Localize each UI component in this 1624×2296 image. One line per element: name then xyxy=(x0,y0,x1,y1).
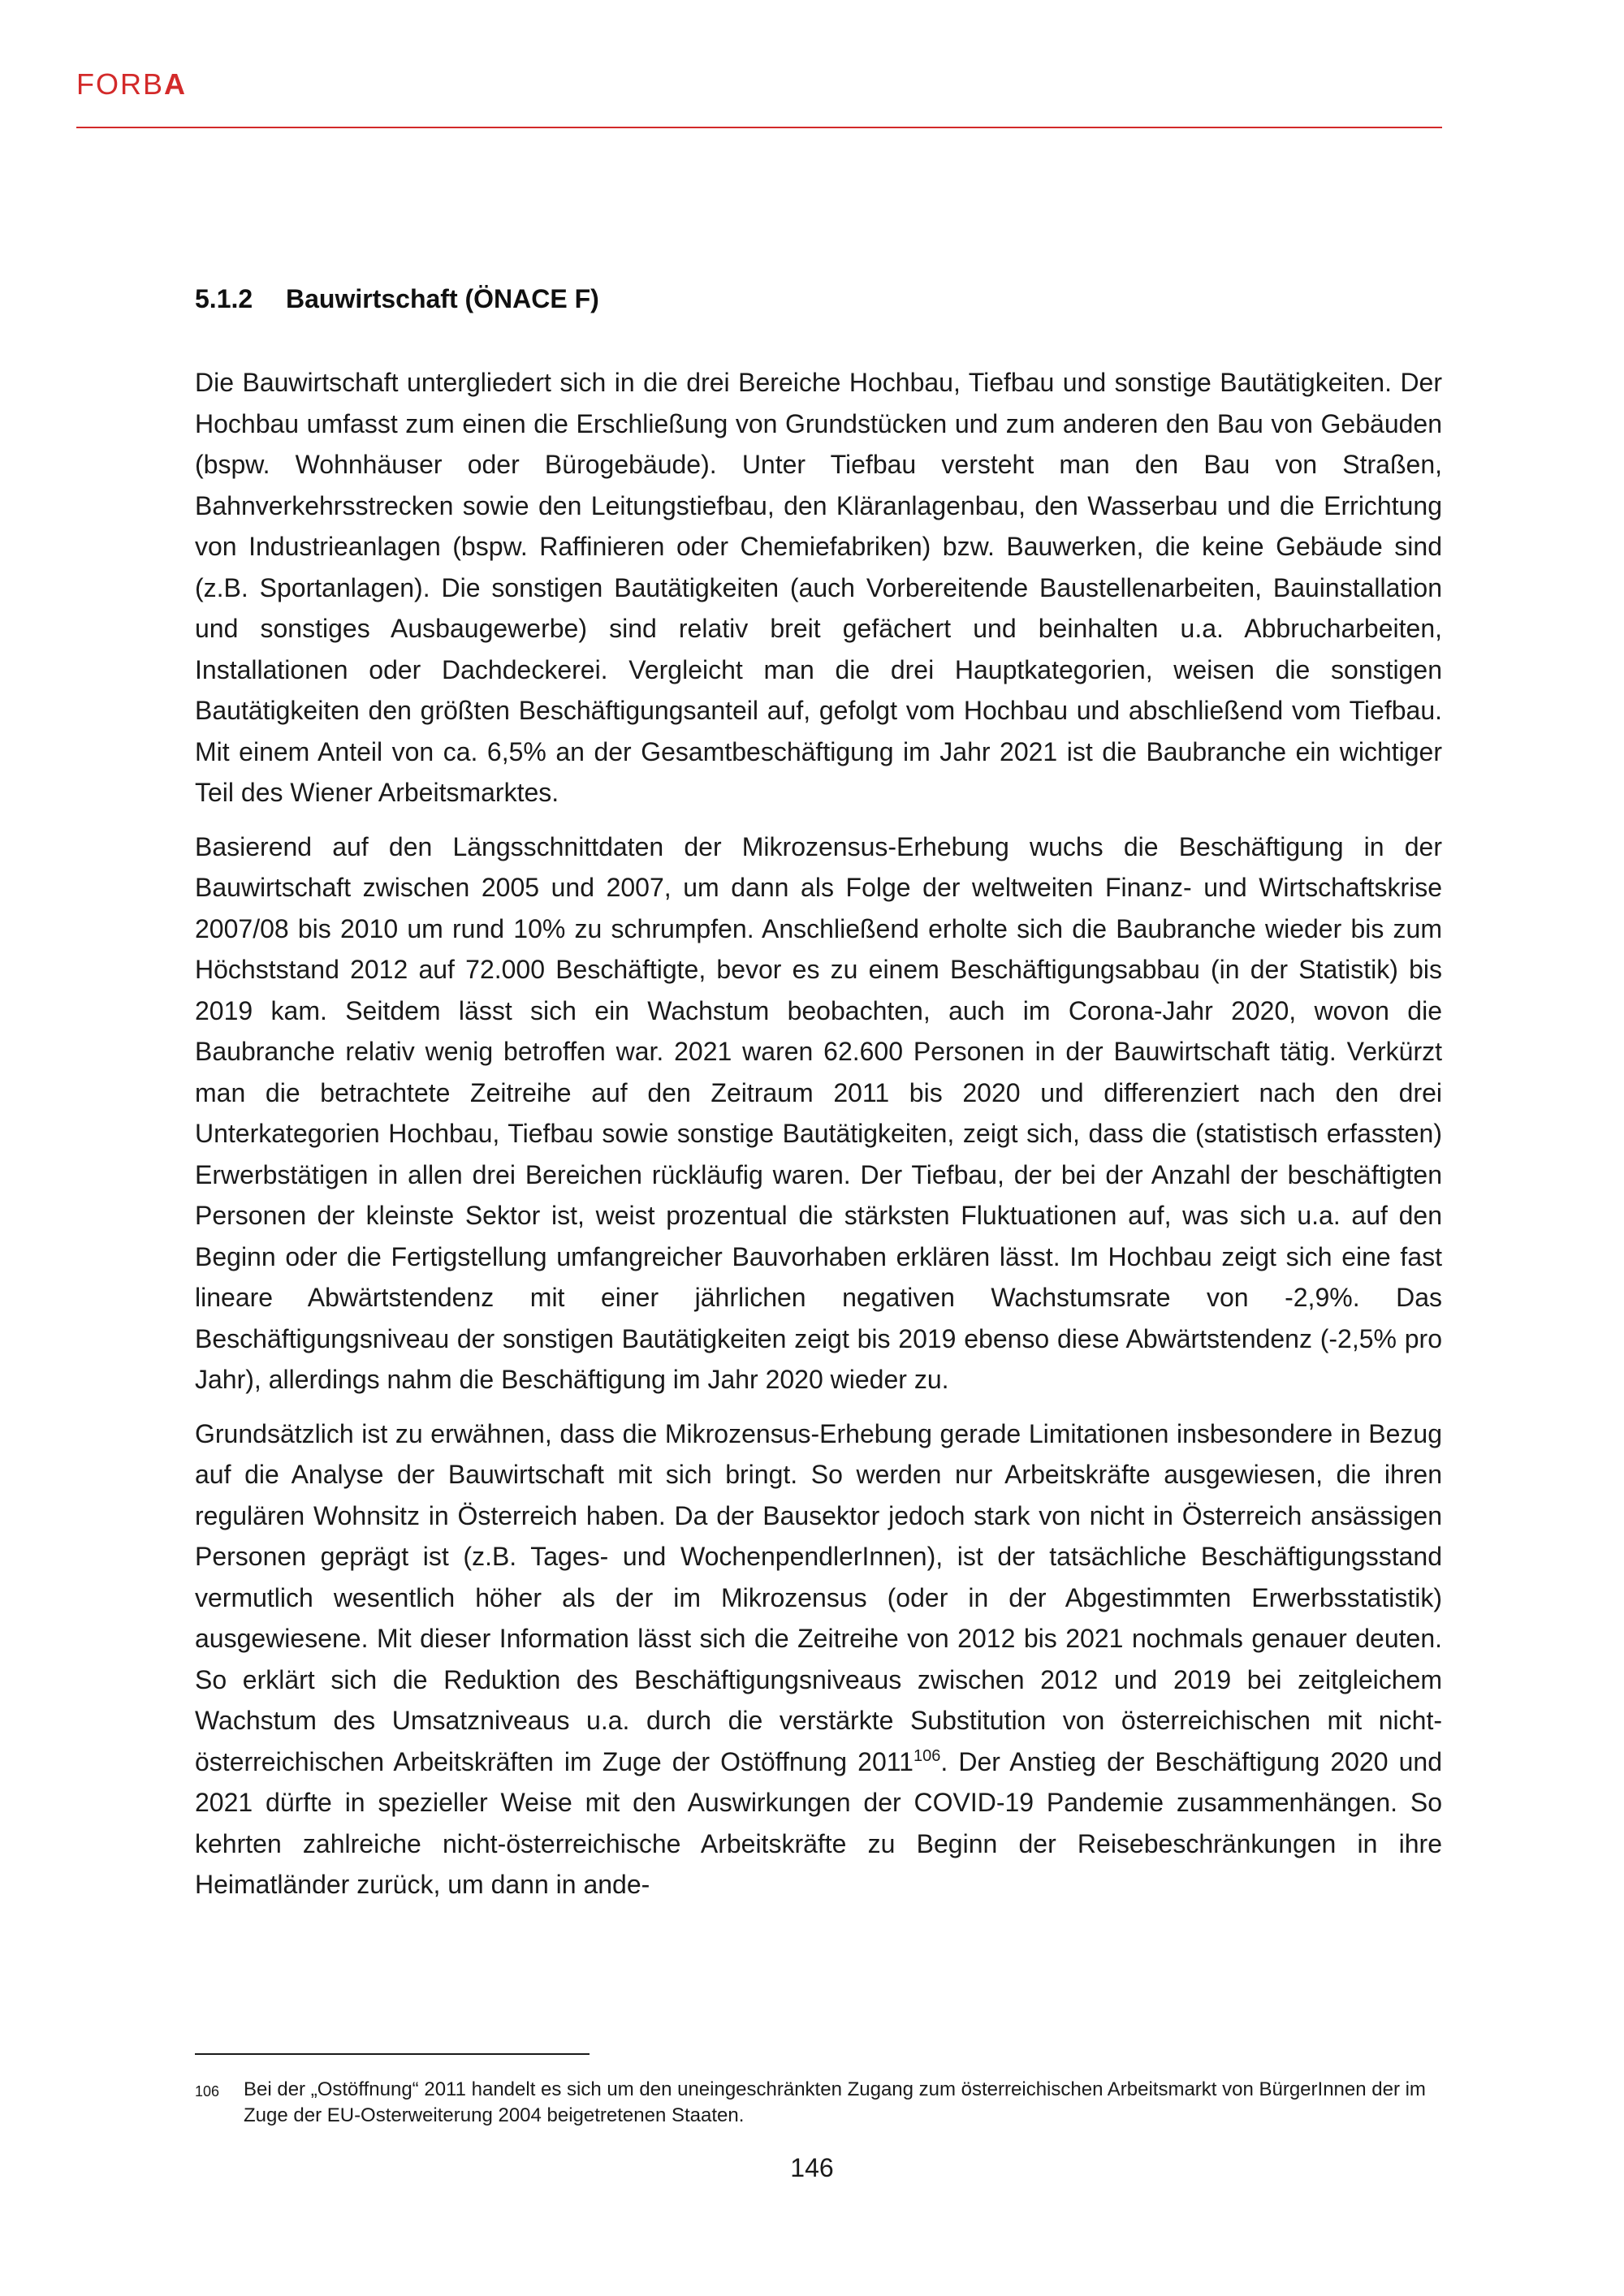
footnote-reference[interactable]: 106 xyxy=(913,1746,941,1765)
paragraph-3 xyxy=(195,1413,1442,1905)
footnote-divider xyxy=(195,2053,590,2055)
paragraph-1: Die Bauwirtschaft untergliedert sich in die drei Bereiche Hochbau, Tiefbau und sonstige Bautätigkeiten. Der Hochbau umfasst zum einen die Erschließung von Grundstücken und zum anderen den Bau von Gebäuden (bspw. Wohnhäuser oder Bürogebäude). Unter Tiefbau versteht man den Bau von Straßen, Bahnverkehrsstrecken sowie den Leitungstiefbau, den Kläranlagenbau, den Wasserbau und die Errichtung von Industrieanlagen (bspw. Raffinieren oder Chemiefabriken) bzw. Bauwerken, die keine Gebäude sind (z.B. Sportanlagen). Die sonstigen Bautätigkeiten (auch Vorbereitende Baustellenarbeiten, Bauinstallation und sonstiges Ausbaugewerbe) sind relativ breit gefächert und beinhalten u.a. Abbrucharbeiten, Installationen oder Dachdeckerei. Vergleicht man die drei Hauptkategorien, weisen die sonstigen Bautätigkeiten den größten Beschäftigungsanteil auf, gefolgt vom Hochbau und abschließend vom Tiefbau. Mit einem Anteil von ca. 6,5% an der Gesamtbeschäftigung im Jahr 2021 ist die Baubranche ein wichtiger Teil des Wiener Arbeitsmarktes. xyxy=(195,368,1442,807)
section-number: 5.1.2 xyxy=(195,284,253,313)
logo-text-suffix: A xyxy=(164,67,188,101)
paragraph-3-part-2: . Der Anstieg der Beschäftigung 2020 und 2021 dürfte in spezieller Weise mit den Auswirkungen der COVID-19 Pandemie zusammenhängen. So kehrten zahlreiche nicht-österreichische Arbeitskräfte zu Beginn der Reisebeschränkungen in ihre Heimatländer zurück, um dann in ande- xyxy=(195,1746,1443,1899)
main-content xyxy=(195,281,1442,1918)
section-heading xyxy=(195,281,1442,317)
forba-logo xyxy=(76,67,188,101)
footnote xyxy=(195,2077,1442,2129)
header-divider xyxy=(76,127,1442,128)
section-title: Bauwirtschaft (ÖNACE F) xyxy=(286,284,599,313)
footnote-text: Bei der „Ostöffnung“ 2011 handelt es sich um den uneingeschränkten Zugang zum österreichischen Arbeitsmarkt von BürgerInnen der im Zuge der EU-Osterweiterung 2004 beigetretenen Staaten. xyxy=(244,2078,1426,2126)
paragraph-3-part-1: Grundsätzlich ist zu erwähnen, dass die Mikrozensus-Erhebung gerade Limitationen insbesondere in Bezug auf die Analyse der Bauwirtschaft mit sich bringt. So werden nur Arbeitskräfte ausgewiesen, die ihren regulären Wohnsitz in Österreich haben. Da der Bausektor jedoch stark von nicht in Österreich ansässigen Personen geprägt ist (z.B. Tages- und WochenpendlerInnen), ist der tatsächliche Beschäftigungsstand vermutlich wesentlich höher als der im Mikrozensus (oder in der Abgestimmten Erwerbsstatistik) ausgewiesene. Mit dieser Information lässt sich die Zeitreihe von 2012 bis 2021 nochmals genauer deuten. So erklärt sich die Reduktion des Beschäftigungsniveaus zwischen 2012 und 2019 bei zeitgleichem Wachstum des Umsatzniveaus u.a. durch die verstärkte Substitution von österreichischen mit nicht-österreichischen Arbeitskräften im Zuge der Ostöffnung 2011 xyxy=(195,1418,1442,1776)
page-number: 146 xyxy=(790,2153,834,2182)
paragraph-2: Basierend auf den Längsschnittdaten der Mikrozensus-Erhebung wuchs die Beschäftigung in der Bauwirtschaft zwischen 2005 und 2007, um dann als Folge der weltweiten Finanz- und Wirtschaftskrise 2007/08 bis 2010 um rund 10% zu schrumpfen. Anschließend erholte sich die Baubranche wieder bis zum Höchststand 2012 auf 72.000 Beschäftigte, bevor es zu einem Beschäftigungsabbau (in der Statistik) bis 2019 kam. Seitdem lässt sich ein Wachstum beobachten, auch im Corona-Jahr 2020, wovon die Baubranche relativ wenig betroffen war. 2021 waren 62.600 Personen in der Bauwirtschaft tätig. Verkürzt man die betrachtete Zeitreihe auf den Zeitraum 2011 bis 2020 und differenziert nach den drei Unterkategorien Hochbau, Tiefbau sowie sonstige Bautätigkeiten, zeigt sich, dass die (statistisch erfassten) Erwerbstätigen in allen drei Bereichen rückläufig waren. Der Tiefbau, der bei der Anzahl der beschäftigten Personen der kleinste Sektor ist, weist prozentual die stärksten Fluktuationen auf, was sich u.a. auf den Beginn oder die Fertigstellung umfangreicher Bauvorhaben erklären lässt. Im Hochbau zeigt sich eine fast lineare Abwärtstendenz mit einer jährlichen negativen Wachstumsrate von -2,9%. Das Beschäftigungsniveau der sonstigen Bautätigkeiten zeigt bis 2019 ebenso diese Abwärtstendenz (-2,5% pro Jahr), allerdings nahm die Beschäftigung im Jahr 2020 wieder zu. xyxy=(195,831,1442,1394)
logo-text-prefix: FORB xyxy=(76,67,165,101)
footnote-number: 106 xyxy=(195,2083,220,2100)
